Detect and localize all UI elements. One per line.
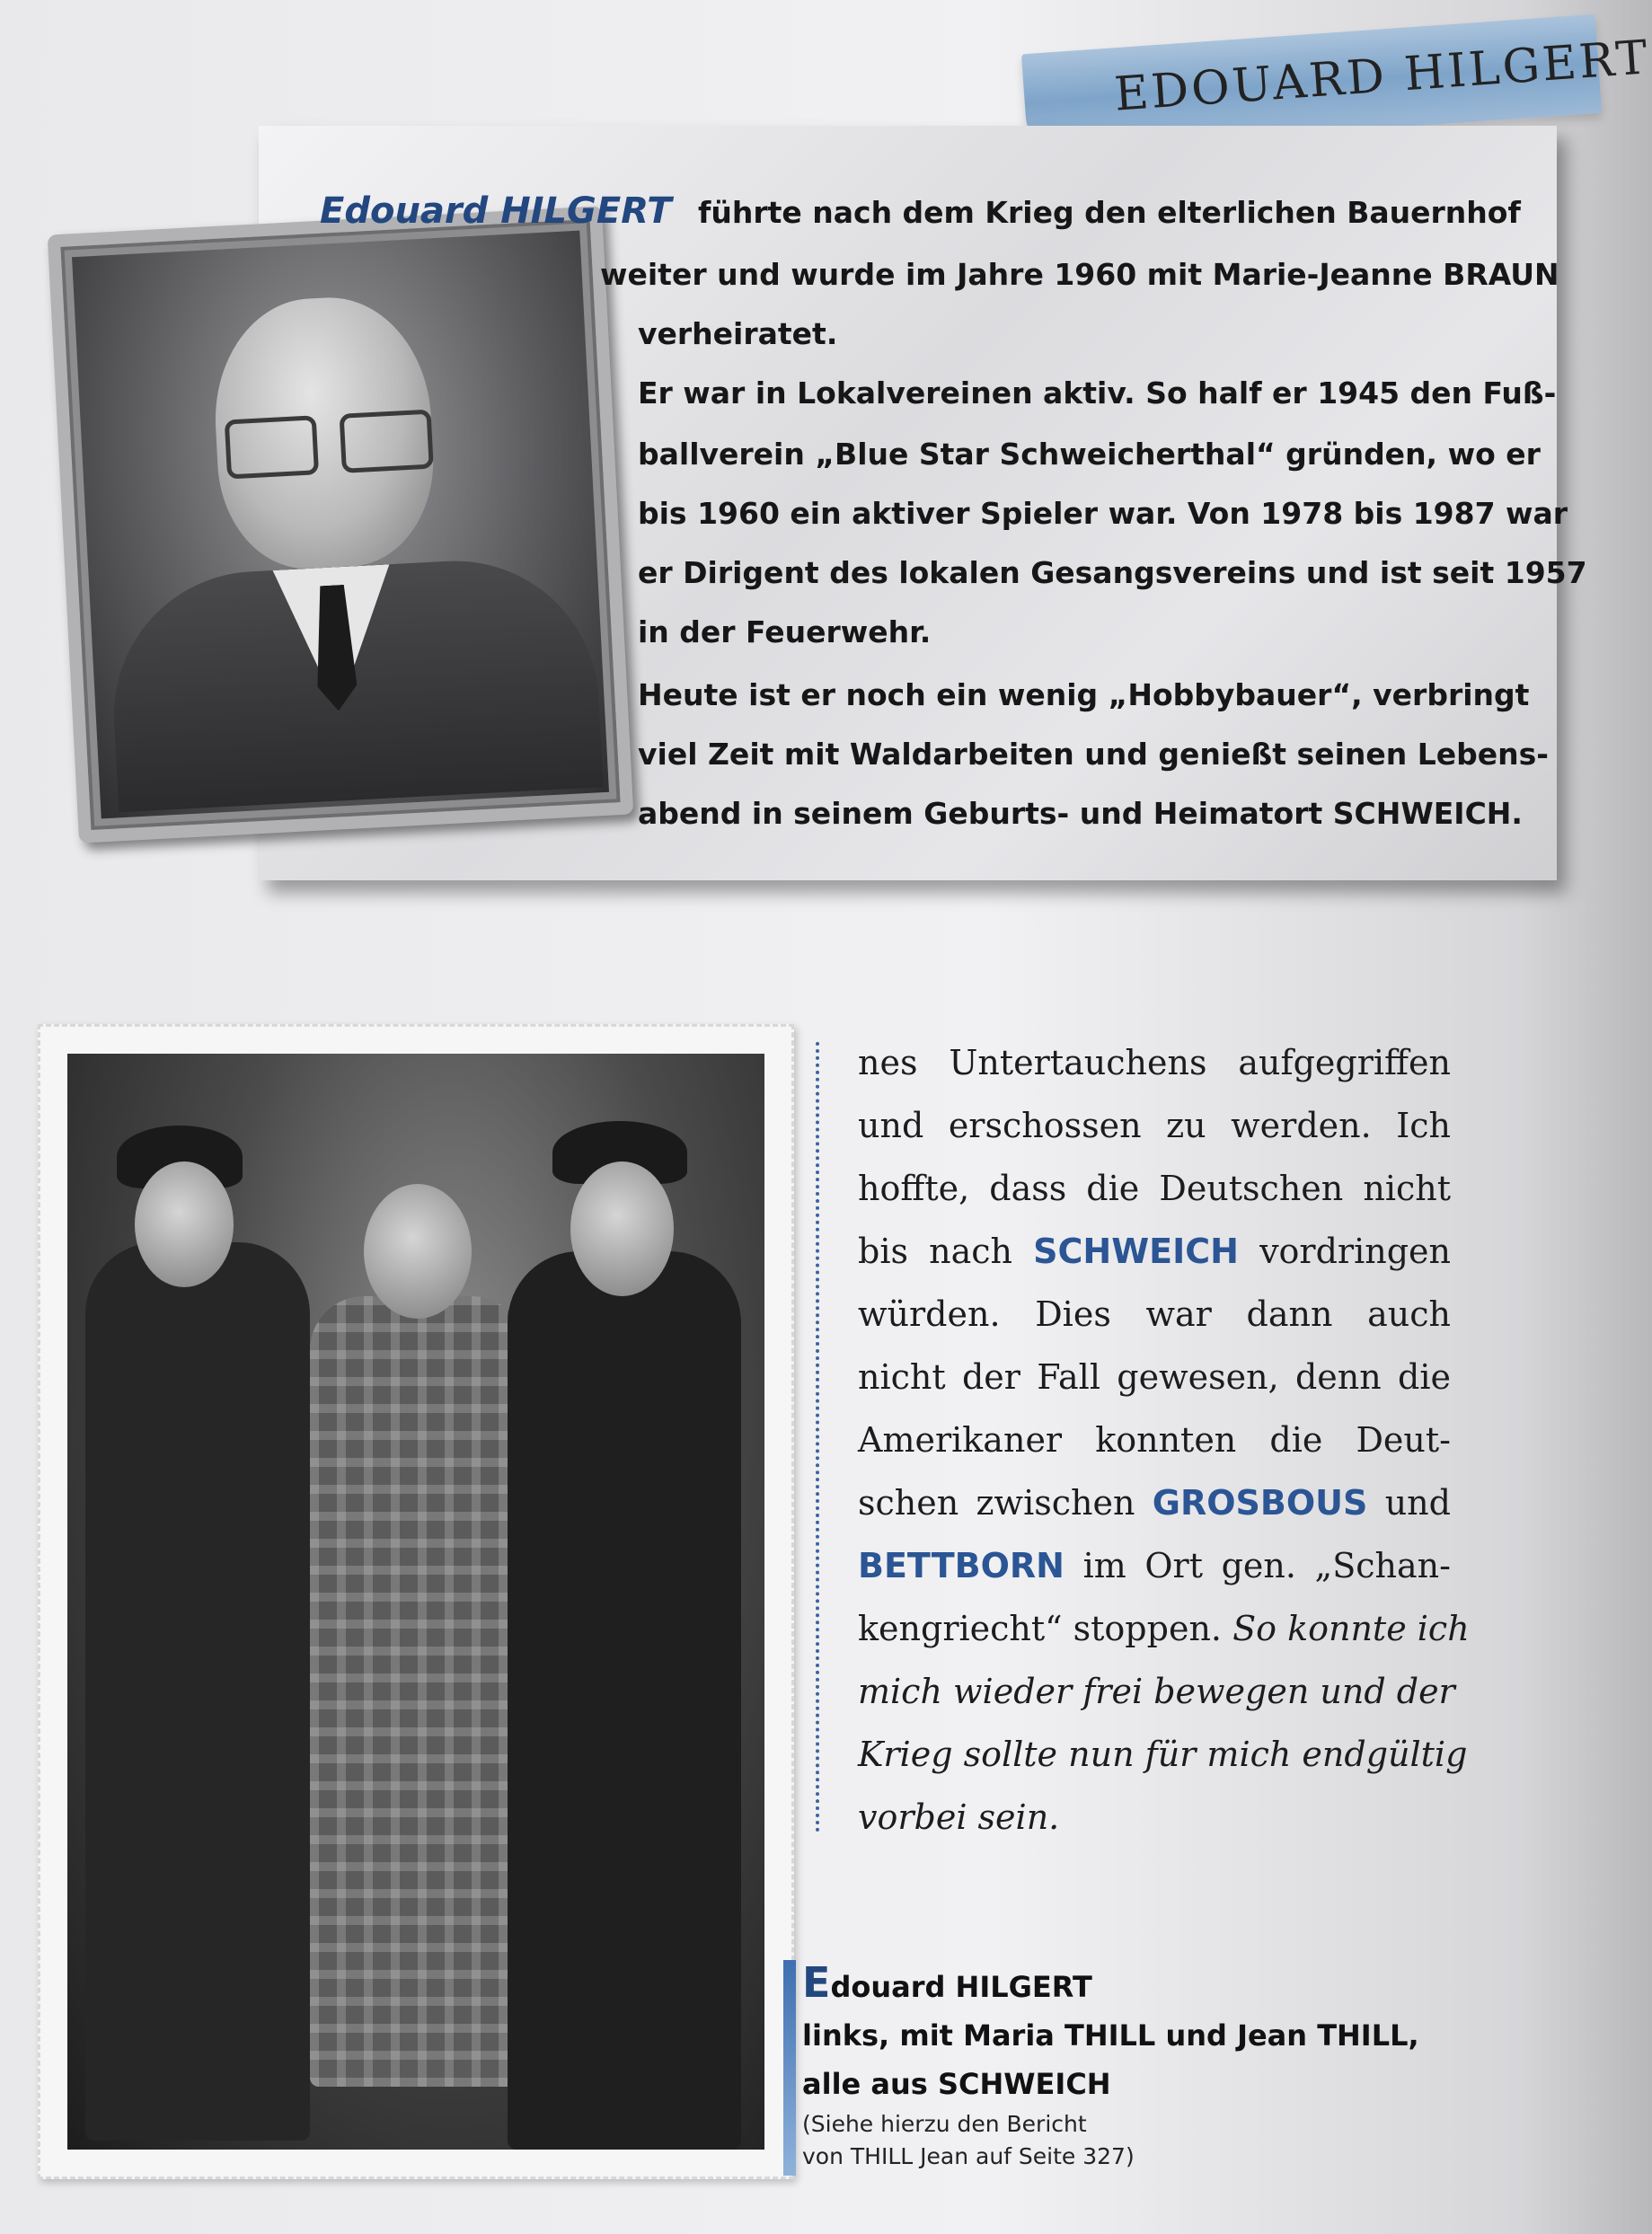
story-line: schen zwischen GROSBOUS und (858, 1483, 1451, 1523)
photo-face-middle (364, 1184, 472, 1319)
caption-line-2: links, mit Maria THILL und Jean THILL, (802, 2018, 1419, 2053)
story-text (858, 1031, 1470, 1849)
group-photo-frame (38, 1024, 794, 2179)
caption-note-2: von THILL Jean auf Seite 327) (802, 2143, 1135, 2169)
bio-line-2: weiter und wurde im Jahre 1960 mit Marie-Jeanne BRAUN (600, 257, 1559, 292)
group-photo (67, 1054, 764, 2150)
place-grosbous: GROSBOUS (1152, 1483, 1368, 1523)
story-line: bis nach SCHWEICH vordringen (858, 1232, 1451, 1271)
caption-note-1: (Siehe hierzu den Bericht (802, 2111, 1087, 2137)
story-line: mich wieder frei bewegen und der (858, 1672, 1455, 1711)
bio-name: Edouard HILGERT (320, 190, 672, 232)
story-line: Krieg sollte nun für mich endgültig (858, 1735, 1468, 1774)
header-ribbon-title: EDOUARD HILGERT (1112, 31, 1652, 122)
story-line: nicht der Fall gewesen, denn die (858, 1357, 1451, 1397)
portrait-photo (72, 231, 609, 819)
dotted-divider (816, 1042, 819, 1832)
caption-line-3: alle aus SCHWEICH (802, 2067, 1111, 2101)
caption-name: Edouard HILGERT (802, 1958, 1092, 2007)
bio-line-4: Er war in Lokalvereinen aktiv. So half er 1945 den Fuß- (638, 375, 1557, 411)
photo-face-left (135, 1161, 234, 1287)
bio-line-5: ballverein „Blue Star Schweicherthal“ gründen, wo er (638, 437, 1541, 472)
story-line: kengriecht“ stoppen. So konnte ich (858, 1609, 1470, 1648)
place-schweich: SCHWEICH (1033, 1232, 1239, 1271)
caption-accent-bar (783, 1960, 796, 2176)
bio-line-1: Edouard HILGERT führte nach dem Krieg den elterlichen Bauernhof (320, 190, 1521, 232)
story-line: und erschossen zu werden. Ich (858, 1106, 1451, 1145)
bio-line-11: abend in seinem Geburts- und Heimatort SCHWEICH. (638, 796, 1523, 831)
bio-line-8: in der Feuerwehr. (638, 614, 932, 649)
bio-line-6: bis 1960 ein aktiver Spieler war. Von 1978 bis 1987 war (638, 496, 1568, 531)
photo-face-right (570, 1161, 674, 1296)
story-line: vorbei sein. (858, 1797, 1060, 1837)
story-line: nes Untertauchens aufgegriffen (858, 1043, 1451, 1082)
portrait-frame (48, 206, 634, 843)
photo-person-middle (310, 1296, 526, 2087)
bio-line-9: Heute ist er noch ein wenig „Hobbybauer“, verbringt (638, 677, 1530, 712)
portrait-glasses (225, 410, 434, 476)
photo-person-right (508, 1251, 741, 2150)
story-line: Amerikaner konnten die Deut- (858, 1420, 1451, 1460)
bio-line-7: er Dirigent des lokalen Gesangsvereins und ist seit 1957 (638, 555, 1587, 590)
photo-caption (802, 1958, 1419, 2173)
story-line: BETTBORN im Ort gen. „Schan- (858, 1546, 1451, 1585)
bio-line-10: viel Zeit mit Waldarbeiten und genießt seinen Lebens- (638, 737, 1549, 772)
bio-line-3: verheiratet. (638, 316, 838, 351)
story-line: würden. Dies war dann auch (858, 1294, 1451, 1334)
photo-person-left (85, 1242, 310, 2141)
place-bettborn: BETTBORN (858, 1546, 1065, 1585)
story-line: hoffte, dass die Deutschen nicht (858, 1169, 1451, 1208)
